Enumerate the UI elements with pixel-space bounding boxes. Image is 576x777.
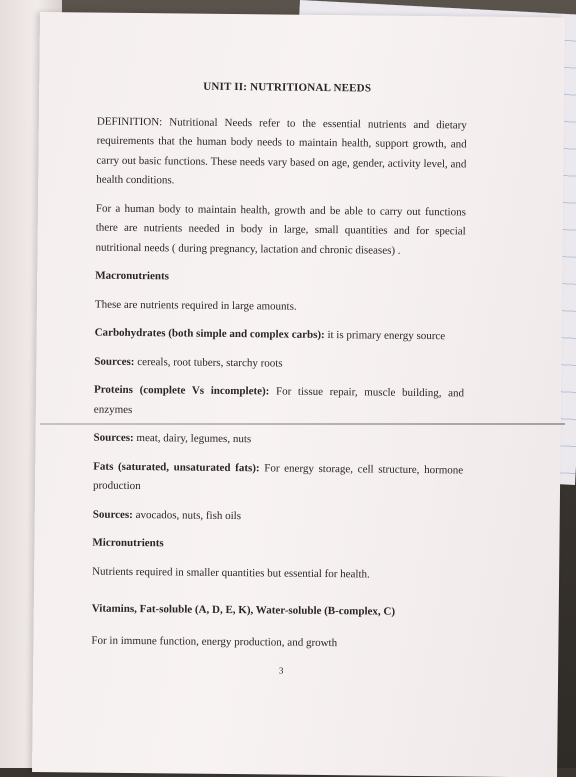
sources-label: Sources: (93, 431, 134, 445)
macronutrients-description: These are nutrients required in large amounts. (94, 298, 297, 313)
vitamins-heading: Vitamins, Fat-soluble (A, D, E, K), Water-soluble (B-complex, C) (91, 602, 396, 618)
sources-label: Sources: (92, 508, 133, 521)
micronutrients-heading: Micronutrients (92, 536, 164, 550)
intro-paragraph: For a human body to maintain health, growth and be able to carry out functions there are nutrients needed in body in large, small quantities and for special nutritional needs ( during pregnancy, lactation and chronic diseases) . (95, 202, 466, 257)
carbohydrates-item (95, 324, 465, 347)
sources-label: Sources: (94, 355, 135, 368)
proteins-sources (93, 429, 463, 452)
fats-text: For energy storage, cell structure, hormone production (92, 461, 464, 493)
sources-text: cereals, root tubers, starchy roots (134, 355, 283, 370)
document-page (32, 12, 565, 777)
carbohydrates-sources (94, 352, 464, 375)
sources-text: avocados, nuts, fish oils (132, 508, 242, 522)
carbohydrates-label: Carbohydrates (both simple and complex carbs): (94, 326, 325, 341)
fats-label: Fats (saturated, unsaturated fats): (93, 460, 260, 474)
proteins-text: For tissue repair, muscle building, and enzymes (93, 385, 465, 416)
page-content (91, 77, 467, 683)
sources-text: meat, dairy, legumes, nuts (133, 432, 252, 446)
vitamins-text: For in immune function, energy production, and growth (91, 634, 338, 649)
page-title: UNIT II: NUTRITIONAL NEEDS (203, 80, 372, 95)
proteins-item (94, 381, 464, 424)
page-fold-line (40, 423, 565, 425)
micronutrients-description: Nutrients required in smaller quantities but essential for health. (92, 565, 370, 580)
carbohydrates-text: it is primary energy source (324, 328, 446, 343)
fats-sources (93, 505, 463, 528)
fats-item (93, 457, 463, 500)
definition-paragraph: DEFINITION: Nutritional Needs refer to the essential nutrients and dietary requirements that the human body needs to maintain health, support growth, and carry out basic functions. These needs vary based on age, gender, activity level, and health conditions. (96, 115, 467, 187)
proteins-label: Proteins (complete Vs incomplete): (93, 383, 270, 398)
macronutrients-heading: Macronutrients (95, 269, 170, 283)
page-number: 3 (278, 665, 284, 676)
